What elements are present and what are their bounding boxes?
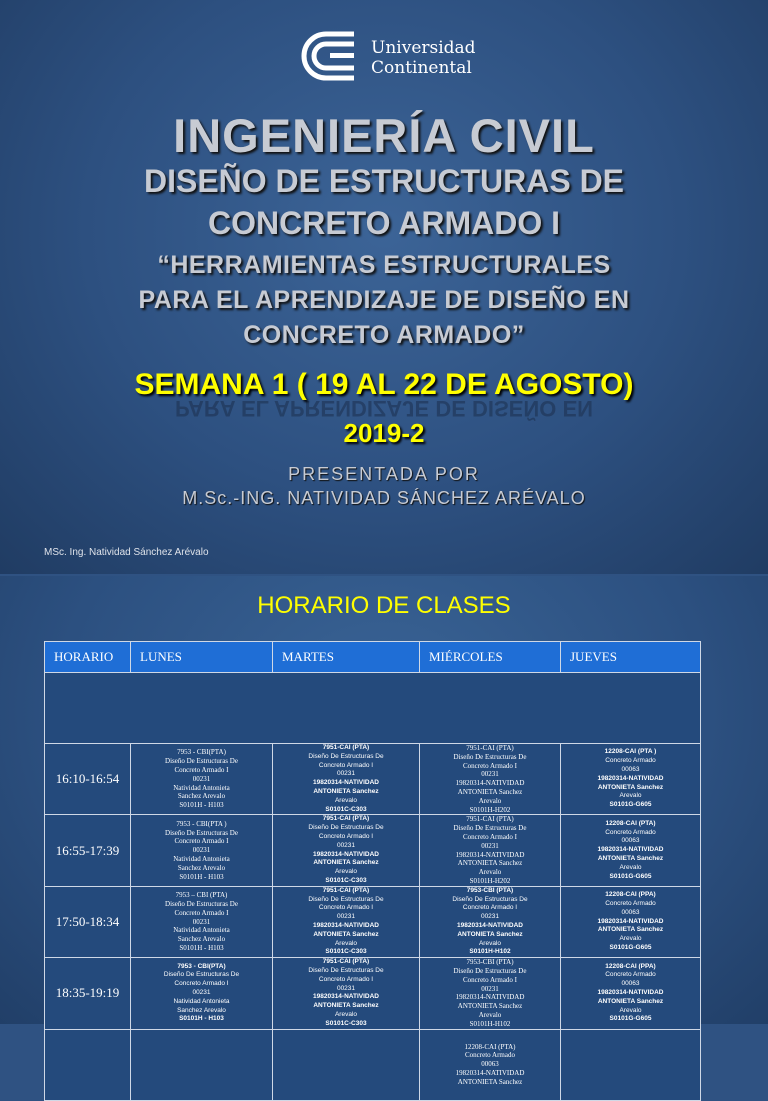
martes-cell — [273, 1029, 420, 1100]
university-logo-icon — [294, 30, 360, 82]
class-info-line: Diseño De Estructuras De — [453, 824, 527, 833]
lunes-cell — [131, 815, 273, 886]
class-info-line: Concreto Armado I — [174, 837, 229, 846]
logo-line-1: Universidad — [371, 38, 476, 58]
logo-line-2: Continental — [371, 58, 472, 78]
class-info-line: S0101G-G605 — [609, 801, 652, 809]
class-info-line: 00231 — [336, 841, 356, 849]
term-label: 2019-2 — [343, 418, 425, 448]
class-info-line: Sanchez Arevalo — [177, 792, 226, 801]
jueves-cell — [561, 1029, 701, 1100]
class-info-line: 00063 — [621, 908, 640, 916]
class-info-line: Sanchez Arevalo — [177, 935, 226, 944]
topic-line-2: PARA EL APRENDIZAJE DE DISEÑO EN — [138, 286, 630, 314]
class-info-line: Arevalo — [619, 935, 642, 943]
class-info-line: 12208-CAI (PPA) — [605, 891, 656, 899]
time-cell: 18:35-19:19 — [45, 958, 131, 1029]
class-info-line: Arevalo — [478, 796, 502, 805]
class-info-line: S0101C-C303 — [325, 1019, 367, 1027]
class-info-line: 19820314-NATIVIDAD — [455, 779, 525, 788]
schedule-table — [44, 641, 701, 1101]
time-cell: 16:55-17:39 — [45, 815, 131, 886]
class-info-line: 19820314-NATIVIDAD — [457, 921, 523, 929]
header-horario: HORARIO — [45, 642, 131, 673]
class-info-line: 7953-CBI (PTA) — [466, 958, 514, 967]
class-info-line: Concreto Armado I — [318, 832, 374, 840]
class-info-line: ANTONIETA Sanchez — [457, 930, 523, 938]
header-martes: MARTES — [273, 642, 420, 673]
class-info-line: Sanchez Arevalo — [177, 863, 226, 872]
class-info-line: S0101H-H102 — [469, 1019, 511, 1028]
class-info-line: 00231 — [192, 988, 211, 996]
topic-reflection: PARA EL APRENDIZAJE DE DISEÑO EN — [174, 396, 594, 421]
class-info-line: Concreto Armado I — [462, 975, 518, 984]
jueves-cell — [561, 886, 701, 957]
class-info-line: 00063 — [621, 980, 640, 988]
class-info-line: S0101G-G605 — [609, 872, 652, 880]
lunes-cell — [131, 886, 273, 957]
class-info-line: Arevalo — [619, 792, 642, 800]
class-info-line: 00231 — [192, 846, 211, 855]
class-info-line: Diseño De Estructuras De — [165, 899, 238, 908]
class-info-line: Arevalo — [478, 939, 502, 947]
presenter-name: M.Sc.-ING. NATIVIDAD SÁNCHEZ ARÉVALO — [182, 488, 586, 508]
class-info-line: 7953 - CBI(PTA) — [177, 748, 226, 757]
class-info-line: 7951-CAI (PTA) — [322, 886, 370, 894]
class-info-line: ANTONIETA Sanchez — [597, 783, 664, 791]
class-info-line: S0101H - H103 — [179, 801, 224, 810]
class-info-line: 00231 — [336, 770, 356, 778]
header-lunes: LUNES — [131, 642, 273, 673]
jueves-cell — [561, 958, 701, 1029]
header-jueves: JUEVES — [561, 642, 701, 673]
miercoles-cell — [420, 886, 561, 957]
class-info-line: Arevalo — [334, 939, 358, 947]
time-cell: 16:10-16:54 — [45, 744, 131, 815]
class-info-line: S0101C-C303 — [325, 876, 367, 884]
class-info-line: 12208-CAI (PTA) — [605, 819, 656, 827]
class-info-line: Diseño De Estructuras De — [308, 966, 384, 974]
class-info-line: S0101H - H103 — [179, 943, 224, 952]
class-info-line: ANTONIETA Sanchez — [457, 859, 523, 868]
class-info-line: 19820314-NATIVIDAD — [597, 917, 664, 925]
schedule-header-row — [45, 642, 701, 673]
class-info-line: 19820314-NATIVIDAD — [455, 850, 525, 859]
class-info-line: S0101G-G605 — [609, 1015, 652, 1023]
class-info-line: Diseño De Estructuras De — [308, 824, 384, 832]
class-info-line: Concreto Armado I — [174, 908, 229, 917]
class-info-line: Arevalo — [619, 1006, 642, 1014]
class-info-line: 7951-CAI (PTA) — [322, 744, 370, 751]
course-title — [0, 160, 768, 244]
class-info-line: 00231 — [481, 770, 499, 779]
martes-cell — [273, 886, 420, 957]
lunes-cell — [131, 744, 273, 815]
class-info-line: ANTONIETA Sanchez — [457, 1077, 523, 1086]
class-info-line: 12208-CAI (PTA ) — [604, 748, 657, 756]
table-row — [45, 886, 701, 957]
class-info-line: 12208-CAI (PPA) — [605, 962, 656, 970]
class-info-line: 19820314-NATIVIDAD — [313, 779, 379, 787]
class-info-line: ANTONIETA Sanchez — [457, 787, 523, 796]
class-info-line: 00063 — [621, 837, 640, 845]
class-info-line: S0101G-G605 — [609, 943, 652, 951]
class-info-line: 19820314-NATIVIDAD — [313, 921, 379, 929]
miercoles-cell — [420, 815, 561, 886]
class-info-line: 19820314-NATIVIDAD — [455, 993, 525, 1002]
class-info-line: S0101H-H102 — [469, 948, 511, 956]
class-info-line: 7953 – CBI (PTA) — [175, 891, 228, 900]
class-info-line: Concreto Armado I — [174, 980, 229, 988]
slide-footer: MSc. Ing. Natividad Sánchez Arévalo — [44, 547, 209, 558]
class-info-line: ANTONIETA Sanchez — [313, 787, 379, 795]
class-info-line: Concreto Armado I — [318, 975, 374, 983]
class-info-line: 7953 - CBI(PTA ) — [176, 819, 227, 828]
class-info-line: S0101C-C303 — [325, 805, 367, 813]
class-info-line: Concreto Armado — [465, 1051, 515, 1060]
schedule-title: HORARIO DE CLASES — [257, 592, 511, 619]
class-info-line: Diseño De Estructuras De — [308, 752, 384, 760]
class-info-line: Concreto Armado — [605, 899, 656, 907]
class-info-line: Natividad Antonieta — [173, 783, 230, 792]
class-info-line: 00231 — [481, 984, 499, 993]
class-info-line: 19820314-NATIVIDAD — [597, 774, 664, 782]
class-info-line: Natividad Antonieta — [173, 997, 230, 1005]
class-info-line: 00063 — [621, 765, 640, 773]
course-title-line-1: DISEÑO DE ESTRUCTURAS DE — [143, 163, 625, 199]
class-info-line: S0101H-H202 — [469, 876, 511, 885]
class-info-line: Natividad Antonieta — [173, 854, 230, 863]
schedule-body — [45, 744, 701, 1101]
martes-cell — [273, 958, 420, 1029]
class-info-line: 00231 — [480, 913, 500, 921]
class-info-line: ANTONIETA Sanchez — [597, 854, 664, 862]
class-info-line: Arevalo — [478, 868, 502, 877]
table-row — [45, 815, 701, 886]
class-info-line: 19820314-NATIVIDAD — [313, 850, 379, 858]
martes-cell — [273, 744, 420, 815]
class-info-line: ANTONIETA Sanchez — [597, 997, 664, 1005]
university-logo — [294, 30, 494, 86]
class-info-line: 12208-CAI (PTA) — [464, 1042, 516, 1051]
class-info-line: 7953-CBI (PTA) — [466, 886, 514, 894]
class-info-line: S0101H - H103 — [179, 1015, 224, 1023]
class-info-line: 7951-CAI (PTA) — [466, 815, 514, 824]
class-info-line: 19820314-NATIVIDAD — [455, 1068, 525, 1077]
class-info-line: 7953 - CBI(PTA) — [177, 962, 226, 970]
miercoles-cell — [420, 958, 561, 1029]
class-info-line: Diseño De Estructuras De — [453, 752, 527, 761]
class-info-line: Diseño De Estructuras De — [453, 966, 527, 975]
miercoles-cell — [420, 744, 561, 815]
topic-title — [0, 248, 768, 353]
class-info-line: 00063 — [481, 1060, 499, 1069]
class-info-line: Arevalo — [334, 868, 358, 876]
lunes-cell — [131, 958, 273, 1029]
logo-text — [371, 38, 476, 78]
class-info-line: Concreto Armado — [605, 971, 656, 979]
class-info-line: Concreto Armado — [605, 828, 656, 836]
time-cell: 17:50-18:34 — [45, 886, 131, 957]
class-info-line: ANTONIETA Sanchez — [313, 930, 379, 938]
table-row — [45, 744, 701, 815]
class-info-line: Arevalo — [334, 1010, 358, 1018]
class-info-line: ANTONIETA Sanchez — [313, 859, 379, 867]
miercoles-cell — [420, 1029, 561, 1100]
class-info-line: Concreto Armado — [605, 757, 656, 765]
page-title: INGENIERÍA CIVIL — [173, 109, 595, 162]
topic-line-3: CONCRETO ARMADO” — [243, 321, 525, 349]
class-info-line: Sanchez Arevalo — [177, 1006, 226, 1014]
class-info-line: 00231 — [481, 841, 499, 850]
class-info-line: Diseño De Estructuras De — [452, 895, 528, 903]
class-info-line: ANTONIETA Sanchez — [457, 1002, 523, 1011]
class-info-line: 00231 — [192, 774, 211, 783]
class-info-line: Concreto Armado I — [318, 761, 374, 769]
class-info-line: 19820314-NATIVIDAD — [313, 993, 379, 1001]
class-info-line: Diseño De Estructuras De — [163, 971, 240, 979]
class-info-line: ANTONIETA Sanchez — [597, 926, 664, 934]
class-info-line: ANTONIETA Sanchez — [313, 1002, 379, 1010]
schedule-slide — [0, 576, 768, 1086]
class-info-line: Diseño De Estructuras De — [308, 895, 384, 903]
class-info-line: S0101C-C303 — [325, 948, 367, 956]
presented-by-label: PRESENTADA POR — [288, 464, 480, 484]
class-info-line: Arevalo — [478, 1010, 502, 1019]
week-heading: SEMANA 1 ( 19 AL 22 DE AGOSTO) — [134, 368, 634, 401]
topic-line-1: “HERRAMIENTAS ESTRUCTURALES — [157, 251, 611, 279]
class-info-line: 00231 — [192, 917, 211, 926]
class-info-line: 7951-CAI (PTA) — [322, 958, 370, 966]
class-info-line: 7951-CAI (PTA) — [322, 815, 370, 823]
class-info-line: Concreto Armado I — [462, 761, 518, 770]
class-info-line: Arevalo — [619, 863, 642, 871]
class-info-line: Diseño De Estructuras De — [165, 757, 238, 766]
class-info-line: Concreto Armado I — [462, 904, 518, 912]
class-info-line: 00231 — [336, 984, 356, 992]
table-row — [45, 1029, 701, 1100]
martes-cell — [273, 815, 420, 886]
class-info-line: S0101H-H202 — [469, 805, 511, 814]
class-info-line: 00231 — [336, 913, 356, 921]
header-miercoles: MIÉRCOLES — [420, 642, 561, 673]
course-title-line-2: CONCRETO ARMADO I — [208, 205, 560, 241]
class-info-line: 7951-CAI (PTA) — [466, 744, 514, 752]
class-info-line: 19820314-NATIVIDAD — [597, 846, 664, 854]
class-info-line: Arevalo — [334, 796, 358, 804]
class-info-line: Diseño De Estructuras De — [165, 828, 238, 837]
lunes-cell — [131, 1029, 273, 1100]
time-cell — [45, 1029, 131, 1100]
class-info-line: Concreto Armado I — [462, 832, 518, 841]
table-row — [45, 958, 701, 1029]
class-info-line: 19820314-NATIVIDAD — [597, 988, 664, 996]
class-info-line: Concreto Armado I — [174, 765, 229, 774]
jueves-cell — [561, 744, 701, 815]
class-info-line: Concreto Armado I — [318, 904, 374, 912]
jueves-cell — [561, 815, 701, 886]
class-info-line: Natividad Antonieta — [173, 926, 230, 935]
class-info-line: S0101H - H103 — [179, 872, 224, 881]
